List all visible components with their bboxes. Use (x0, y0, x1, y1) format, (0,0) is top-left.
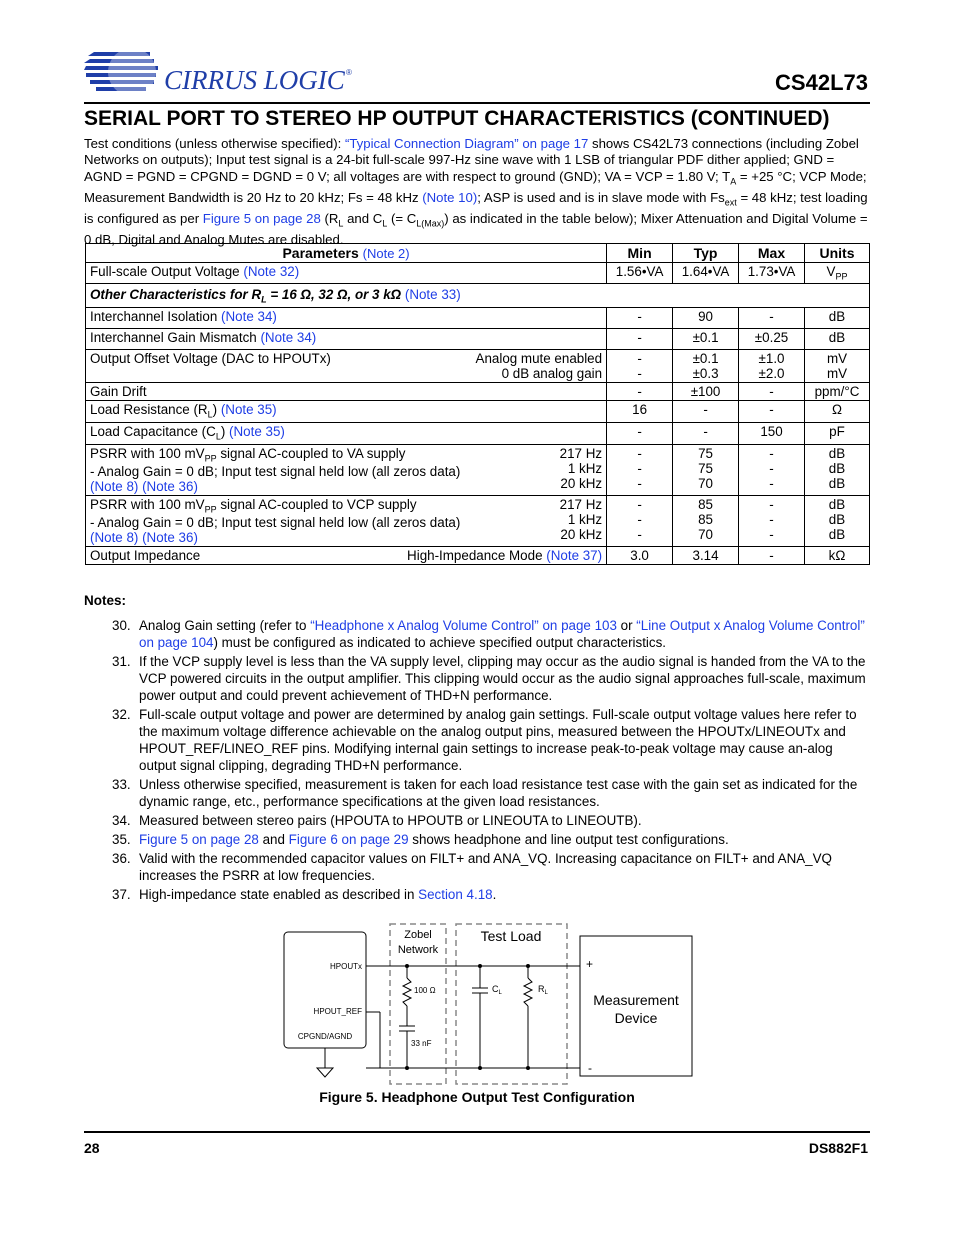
note-32: 32. Full-scale output voltage and power are determined by analog gain settings. Full-scale output voltage values here refer to the maximum voltage difference achievable on the analog output pins, measured between the HPOUTx/LINEOUTx and HPOUT_REF/LINEO_REF pins. Modifying internal gain settings to increase peak-to-peak voltage may cause an-alog output signal clipping, degrading THD+N performance. (112, 707, 857, 773)
link-note-35[interactable]: (Note 35) (220, 402, 277, 418)
note-36: 36. Valid with the recommended capacitor values on FILT+ and ANA_VQ. Increasing capacitance on FILT+ and ANA_VQ increases the PSRR at low frequencies. (112, 851, 832, 883)
load-resistor (524, 978, 532, 1006)
note-37: 37. High-impedance state enabled as described in Section 4.18. (112, 887, 497, 902)
link-note-33[interactable]: (Note 33) (404, 286, 461, 302)
measurement-label-1: Measurement (593, 992, 679, 1008)
table-row: Interchannel Gain Mismatch (Note 34) - ±0.1 ±0.25 dB (86, 329, 870, 350)
test-conditions: Test conditions (unless otherwise specified): “Typical Connection Diagram” on page 17 shows CS42L73 connections (including Zobel Networks on outputs); Input test signal is a 24-bit full-scale 997-Hz sine wave with 1 LSB of triangular PDF dither applied; GND = AGND = PGND = CPGND = DGND = 0 V; all voltages are with respect to ground (GND); VA = VCP = 1.80 V; $T_A = +25$ °C; VCP Mode; Measurement Bandwidth is 20 Hz to 20 kHz; Fs = 48 kHz (Note 10); ASP is used and is in slave mode with $Fs_{ext} = 48$ kHz; test loading is configured as per Figure 5 on page 28 ($R_L$ and $C_L$ (= $C_{L(Max)}$) as indicated in the table below); Mixer Attenuation and Digital Volume = 0 dB, Digital and Analog Mutes are disabled. (84, 136, 868, 247)
plus-terminal: + (586, 957, 594, 971)
characteristics-table (85, 243, 870, 565)
link-notes-8-36b[interactable]: (Note 8) (Note 36) (90, 529, 198, 545)
link-section-4-18[interactable]: Section 4.18 (418, 887, 493, 902)
c33-label: 33 nF (411, 1039, 432, 1048)
table-row: Analog mute enabled 0 dB analog gain Output Offset Voltage (DAC to HPOUTx) - - ±0.1 ±0.3 ±1.0 ±2.0 mV mV (86, 350, 870, 383)
chip-name: CS42L73 (775, 70, 868, 95)
figure-caption: Figure 5. Headphone Output Test Configuration (319, 1089, 635, 1105)
hpout-ref-label: HPOUT_REF (313, 1007, 362, 1016)
link-fig-5[interactable]: Figure 5 on page 28 (139, 832, 259, 847)
page-number: 28 (84, 1140, 100, 1156)
note-30: 30. Analog Gain setting (refer to “Headphone x Analog Volume Control” on page 103 or “Line Output x Analog Volume Control” on page 104) must be configured as indicated to achieve specified output characteristics. (112, 618, 865, 650)
table-row: High-Impedance Mode (Note 37) Output Impedance 3.0 3.14 - kΩ (86, 546, 870, 564)
rl-label: $R_L$ (538, 984, 548, 996)
cl-label: $C_L$ (492, 984, 502, 996)
note-35: 35. Figure 5 on page 28 and Figure 6 on page 29 shows headphone and line output test configurations. (112, 832, 729, 847)
zobel-resistor (403, 978, 411, 1006)
note-31: 31. If the VCP supply level is less than the VA supply level, clipping may occur as the audio signal is handed from the VA to the VCP powered circuits in the output amplifier. This clipping would occur as the audio signal approaches full-scale, maximum power output and could prevent achievement of THD+N performance. (112, 654, 866, 703)
link-notes-8-36[interactable]: (Note 8) (Note 36) (90, 479, 198, 495)
link-note-37[interactable]: (Note 37) (546, 547, 603, 563)
link-note-32[interactable]: (Note 32) (243, 264, 300, 279)
table-header-row: Parameters (Note 2) Min Typ Max Units (86, 244, 870, 263)
document-id: DS882F1 (808, 1140, 868, 1156)
table-row: 217 Hz 1 kHz 20 kHz PSRR with 100 $mV_{PP}$ signal AC-coupled to VA supply - Analog Gain = 0 dB; Input test signal held low (all zeros data) (Note 8) (Note 36) - - - 75 75 70 - - - dB dB dB (86, 445, 870, 496)
test-load-label: Test Load (480, 928, 542, 944)
note-34: 34. Measured between stereo pairs (HPOUTA to HPOUTB or LINEOUTA to LINEOUTB). (112, 813, 642, 828)
r100-label: 100 Ω (414, 986, 436, 995)
link-note-34[interactable]: (Note 34) (221, 309, 277, 325)
test-load-box (456, 924, 567, 1084)
measurement-label-2: Device (614, 1010, 658, 1026)
link-figure-5[interactable]: Figure 5 on page 28 (202, 210, 321, 226)
registered-mark: ® (346, 68, 352, 77)
link-line-volume[interactable]: “Line Output x Analog Volume Control” on page 104 (139, 618, 865, 650)
logo-text: CIRRUS LOGIC (164, 65, 345, 95)
table-row: 217 Hz 1 kHz 20 kHz PSRR with 100 $mV_{PP}$ signal AC-coupled to VCP supply - Analog Gain = 0 dB; Input test signal held low (all zeros data) (Note 8) (Note 36) - - - 85 85 70 - - - dB dB dB (86, 496, 870, 547)
notes-list (84, 617, 870, 905)
table-row: Load Resistance $(R_L)$ (Note 35) 16 - - Ω (86, 401, 870, 423)
link-note-10[interactable]: (Note 10) (422, 189, 478, 205)
link-note-35b[interactable]: (Note 35) (229, 424, 285, 440)
zobel-label-1: Zobel (404, 929, 432, 941)
header-rule (84, 102, 870, 104)
note-33: 33. Unless otherwise specified, measurement is taken for each load resistance test case with the gain set as indicated for the dynamic range, etc., performance specifications at the given load resistances. (112, 777, 858, 809)
notes-heading: Notes: (84, 593, 127, 608)
table-row: Load Capacitance $(C_L)$ (Note 35) - - 150 pF (86, 423, 870, 445)
table-row: Full-scale Output Voltage (Note 32) 1.56•VA 1.64•VA 1.73•VA $V_{PP}$ (86, 263, 870, 284)
headphone-test-diagram (280, 920, 700, 1090)
gnd-label: CPGND/AGND (297, 1032, 353, 1041)
hpoutx-label: HPOUTx (330, 962, 362, 971)
cirrus-logic-logo (84, 48, 354, 98)
section-title: SERIAL PORT TO STEREO HP OUTPUT CHARACTERISTICS (CONTINUED) (84, 107, 830, 130)
ground-symbol (317, 1068, 333, 1077)
link-hp-volume[interactable]: “Headphone x Analog Volume Control” on page 103 (310, 618, 617, 633)
link-note-2[interactable]: (Note 2) (362, 246, 410, 261)
zobel-label-2: Network (397, 944, 439, 956)
table-section-row: Other Characteristics for $R_L = 16$ Ω, 32 Ω, or 3 kΩ (Note 33) (86, 283, 870, 308)
table-row: Interchannel Isolation (Note 34) - 90 - dB (86, 308, 870, 329)
table-row: Gain Drift - ±100 - ppm/°C (86, 383, 870, 401)
footer-rule (84, 1131, 870, 1133)
minus-terminal: - (588, 1061, 592, 1075)
chip-block (284, 932, 366, 1048)
link-fig-6[interactable]: Figure 6 on page 29 (288, 832, 409, 847)
link-typical-connection[interactable]: “Typical Connection Diagram” on page 17 (344, 136, 589, 151)
link-note-34b[interactable]: (Note 34) (260, 330, 317, 346)
